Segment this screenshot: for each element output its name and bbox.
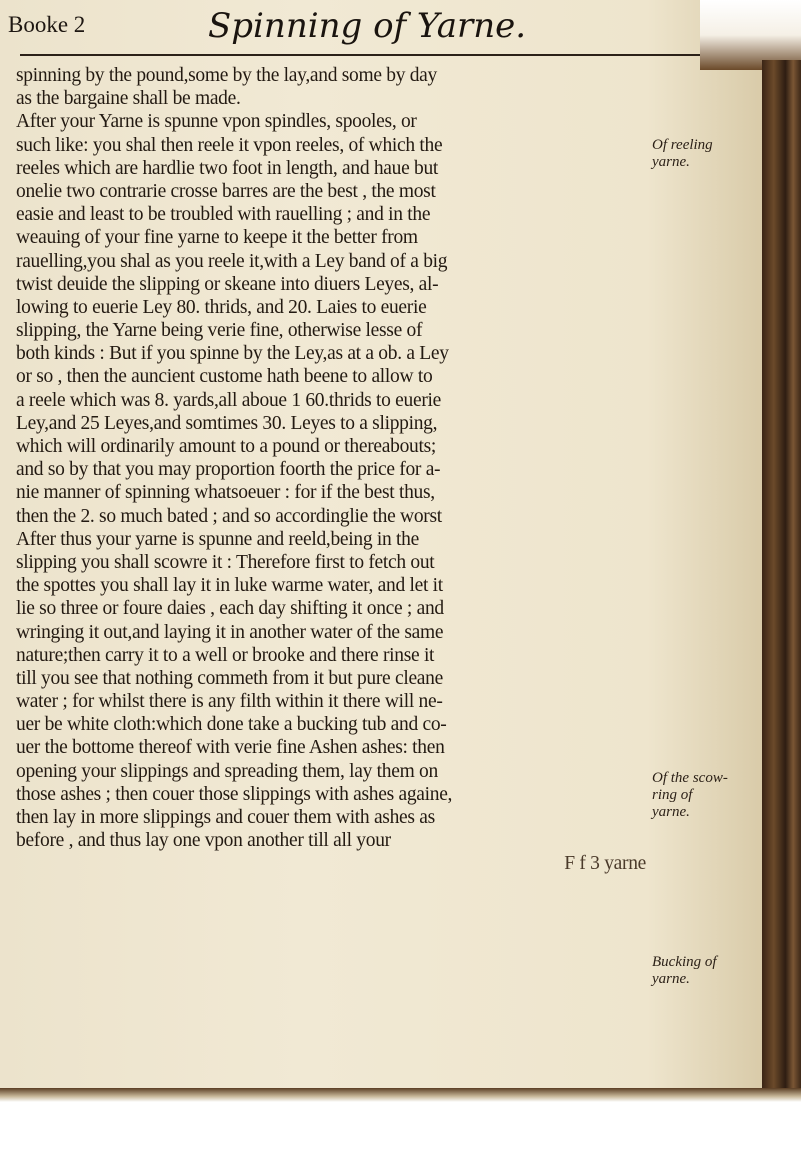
text-line: nie manner of spinning whatsoeuer : for if the best thus,	[16, 482, 435, 504]
page-bottom-shadow	[0, 1088, 801, 1102]
text-line: before , and thus lay one vpon another till all your	[16, 830, 391, 852]
text-line: weauing of your fine yarne to keepe it the better from	[16, 227, 418, 249]
text-line: slipping you shall scowre it : Therefore first to fetch out	[16, 551, 435, 573]
margin-note-line: Of the scow-	[652, 770, 728, 786]
text-line: After thus your yarne is spunne and reeld,being in the	[16, 528, 419, 550]
text-line: lowing to euerie Ley 80. thrids, and 20. Laies to euerie	[16, 296, 427, 318]
running-title: Spinning of Yarne.	[208, 6, 527, 46]
text-line: easie and least to be troubled with rauelling ; and in the	[16, 204, 431, 226]
text-line: then lay in more slippings and couer them with ashes as	[16, 807, 435, 828]
text-line: Ley,and 25 Leyes,and somtimes 30. Leyes to a slipping,	[16, 412, 438, 434]
signature-line: F f 3 yarne	[564, 853, 646, 875]
margin-note-line: yarne.	[652, 154, 690, 170]
text-line: uer be white cloth:which done take a bucking tub and co-	[16, 714, 447, 736]
text-line: opening your slippings and spreading them, lay them on	[16, 760, 438, 782]
text-line: wringing it out,and laying it in another water of the same	[16, 621, 444, 643]
header-rule	[20, 54, 755, 56]
book-number: Booke 2	[8, 12, 86, 37]
text-line: onelie two contrarie crosse barres are the best , the most	[16, 180, 436, 202]
text-line: both kinds : But if you spinne by the Ley,as at a ob. a Ley	[16, 343, 449, 365]
text-line: After your Yarne is spunne vpon spindles, spooles, or	[16, 111, 417, 133]
text-line: lie so three or foure daies , each day shifting it once ; and	[16, 598, 444, 620]
text-line: reeles which are hardlie two foot in length, and haue but	[16, 157, 439, 179]
margin-note-line: yarne.	[652, 971, 690, 987]
text-line: nature;then carry it to a well or brooke and there rinse it	[16, 644, 435, 666]
margin-note-scowring	[652, 770, 728, 821]
text-line: spinning by the pound,some by the lay,and some by day	[16, 65, 437, 86]
margin-note-line: ring of	[652, 787, 693, 803]
text-line: such like: you shal then reele it vpon reeles, of which the	[16, 134, 443, 156]
text-line: and so by that you may proportion foorth the price for a-	[16, 459, 441, 481]
text-line: the spottes you shall lay it in luke warme water, and let it	[16, 575, 443, 597]
margin-note-reeling	[652, 137, 713, 171]
text-line: which will ordinarily amount to a pound or thereabouts;	[16, 436, 436, 457]
body-text	[16, 64, 646, 876]
margin-note-line: yarne.	[652, 804, 690, 820]
text-line: those ashes ; then couer those slippings with ashes againe,	[16, 783, 453, 805]
text-line: as the bargaine shall be made.	[16, 88, 241, 110]
page-header	[0, 0, 762, 60]
text-line: water ; for whilst there is any filth within it there will ne-	[16, 691, 443, 713]
margin-note-line: Bucking of	[652, 954, 717, 970]
margin-note-bucking	[652, 954, 717, 988]
text-line: rauelling,you shal as you reele it,with a Ley band of a big	[16, 250, 448, 272]
text-line: till you see that nothing commeth from it but pure cleane	[16, 667, 443, 689]
text-line: then the 2. so much bated ; and so accordinglie the worst	[16, 505, 442, 527]
margin-note-line: Of reeling	[652, 137, 713, 153]
text-line: twist deuide the slipping or skeane into diuers Leyes, al-	[16, 273, 439, 295]
text-line: uer the bottome thereof with verie fine Ashen ashes: then	[16, 737, 445, 759]
text-line: a reele which was 8. yards,all aboue 1 60.thrids to euerie	[16, 389, 441, 411]
text-line: slipping, the Yarne being verie fine, otherwise lesse of	[16, 320, 423, 342]
text-line: or so , then the auncient custome hath beene to allow to	[16, 366, 433, 388]
book-fore-edge	[762, 60, 801, 1090]
